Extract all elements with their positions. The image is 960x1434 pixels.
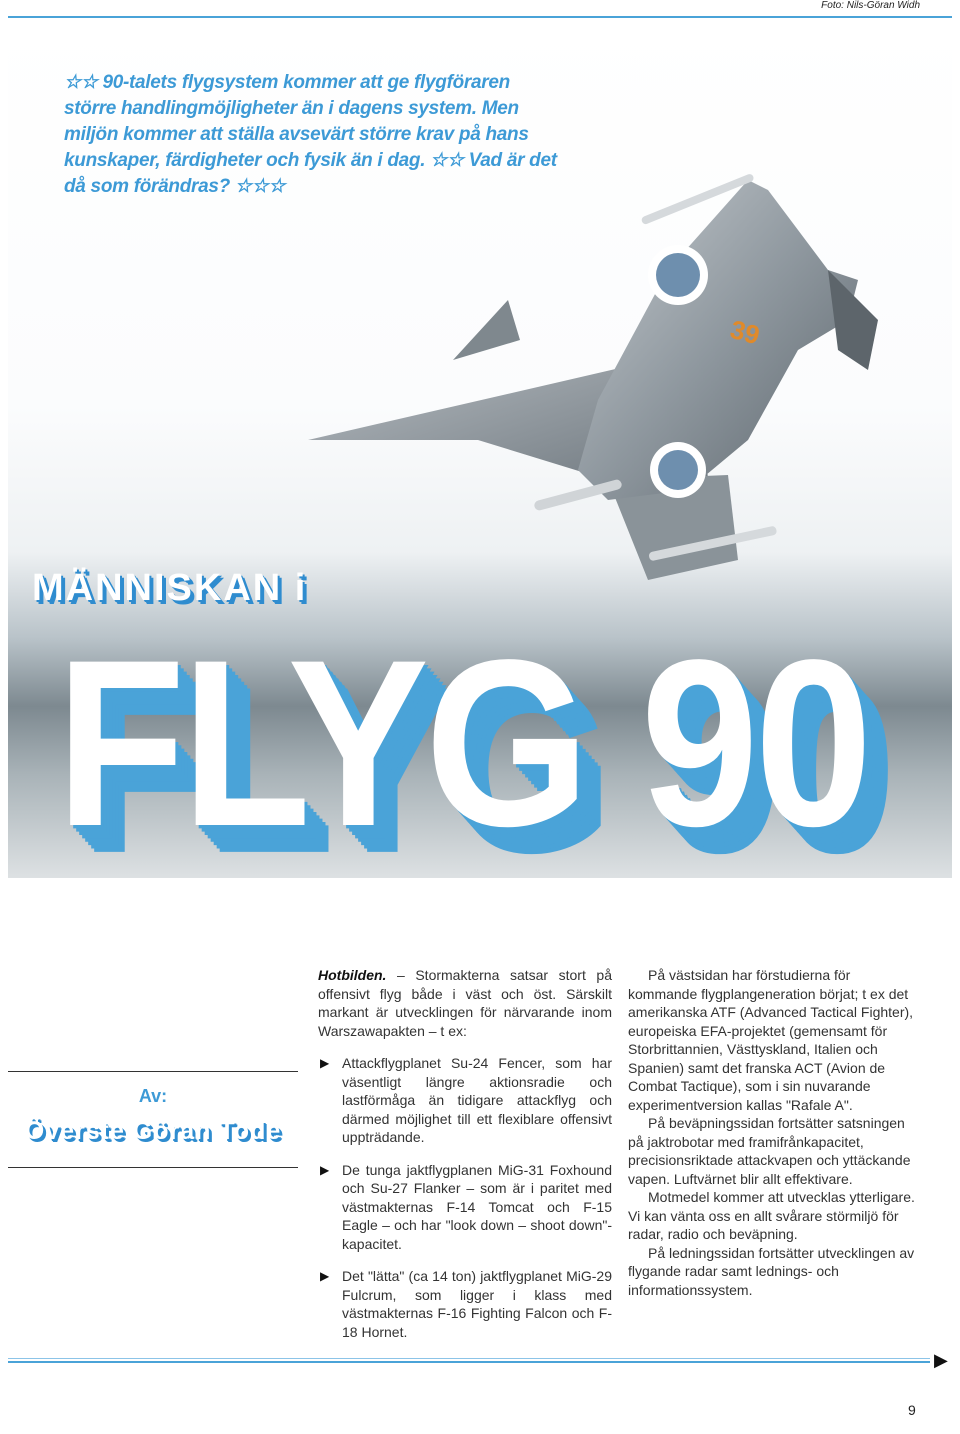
bullet-text: De tunga jaktflygplanen MiG-31 Foxhound och Su-27 Flanker – som är i paritet med västmakternas F-14 Tomcat och F-15 Eagle – och har "look down – shoot down"-kapacitet. — [342, 1161, 612, 1252]
page-number: 9 — [908, 1402, 916, 1418]
paragraph: På beväpningssidan fortsätter satsningen på jaktrobotar med framifrånkapacitet, precisionsriktade attackvapen och yttäckande vapen. Luftvärnet blir allt effektivare. — [628, 1115, 911, 1187]
lead-paragraph — [318, 966, 612, 1040]
bullet-text: Attackflygplanet Su-24 Fencer, som har väsentligt längre aktionsradie och lastförmåga än tidigare attackflyg och därmed möjlighet till ett flexiblare offensivt uppträdande. — [342, 1055, 612, 1145]
aircraft-number: 39 — [727, 313, 763, 351]
paragraph: Motmedel kommer att utvecklas ytterligare. Vi kan vänta oss en allt svårare störmiljö för radar, radio och beväpning. — [628, 1189, 915, 1242]
subheadline: MÄNNISKAN i — [32, 567, 308, 609]
canard — [453, 300, 520, 360]
bottom-rule-thick — [8, 1361, 930, 1363]
bullet-item — [318, 1161, 612, 1254]
continue-arrow-icon: ▶ — [934, 1350, 948, 1370]
bullet-item — [318, 1267, 612, 1341]
article-column-2 — [628, 966, 922, 1299]
top-rule — [8, 16, 952, 18]
paragraph: På västsidan har förstudierna för kommande flygplangeneration börjat; t ex det amerikanska ATF (Advanced Tactical Fighter), europeiska EFA-projektet (gemensamt för Storbrittannien, Västtyskland, Italien och Spanien) samt det franska ACT (Avion de Combat Tactique), som i sin nuvarande experimentversion kallas "Rafale A". — [628, 967, 914, 1113]
bottom-rule — [8, 1358, 930, 1359]
paragraph: På ledningssidan fortsätter utvecklingen av flygande radar samt lednings- och informationssystem. — [628, 1244, 915, 1298]
article-column-1 — [318, 966, 612, 1341]
bullet-arrow-icon: ▶ — [320, 1056, 330, 1070]
bullet-arrow-icon: ▶ — [320, 1269, 330, 1283]
byline-author: Överste Göran Tode — [24, 1117, 282, 1145]
bullet-text: Det "lätta" (ca 14 ton) jaktflygplanet MiG-29 Fulcrum, som ligger i klass med västmakternas F-16 Fighting Falcon och F-18 Hornet. — [342, 1268, 612, 1340]
byline-label: Av: — [138, 1086, 168, 1106]
byline-rule-bottom — [8, 1167, 298, 1168]
byline — [8, 1071, 298, 1168]
lead-text: – Stormakterna satsar stort på offensivt flyg både i väst och öst. Särskilt markant är utvecklingen för närvarande inom Warszawapakten – t ex: — [318, 967, 612, 1039]
photo-credit: Foto: Nils-Göran Widh — [821, 0, 920, 11]
headline: FLYG 90 — [56, 609, 869, 876]
byline-rule-top — [8, 1071, 298, 1072]
lead-keyword: Hotbilden. — [318, 967, 387, 983]
bullet-item — [318, 1054, 612, 1147]
bullet-arrow-icon: ▶ — [320, 1162, 330, 1177]
intro-text: ☆☆ 90-talets flygsystem kommer att ge flygföraren större handlingmöjligheter än i dagens system. Men miljön kommer att ställa avsevärt större krav på hans kunskaper, färdigheter och fysik än i dag. ☆☆ Vad är det då som förändras? ☆☆☆ — [64, 72, 557, 197]
